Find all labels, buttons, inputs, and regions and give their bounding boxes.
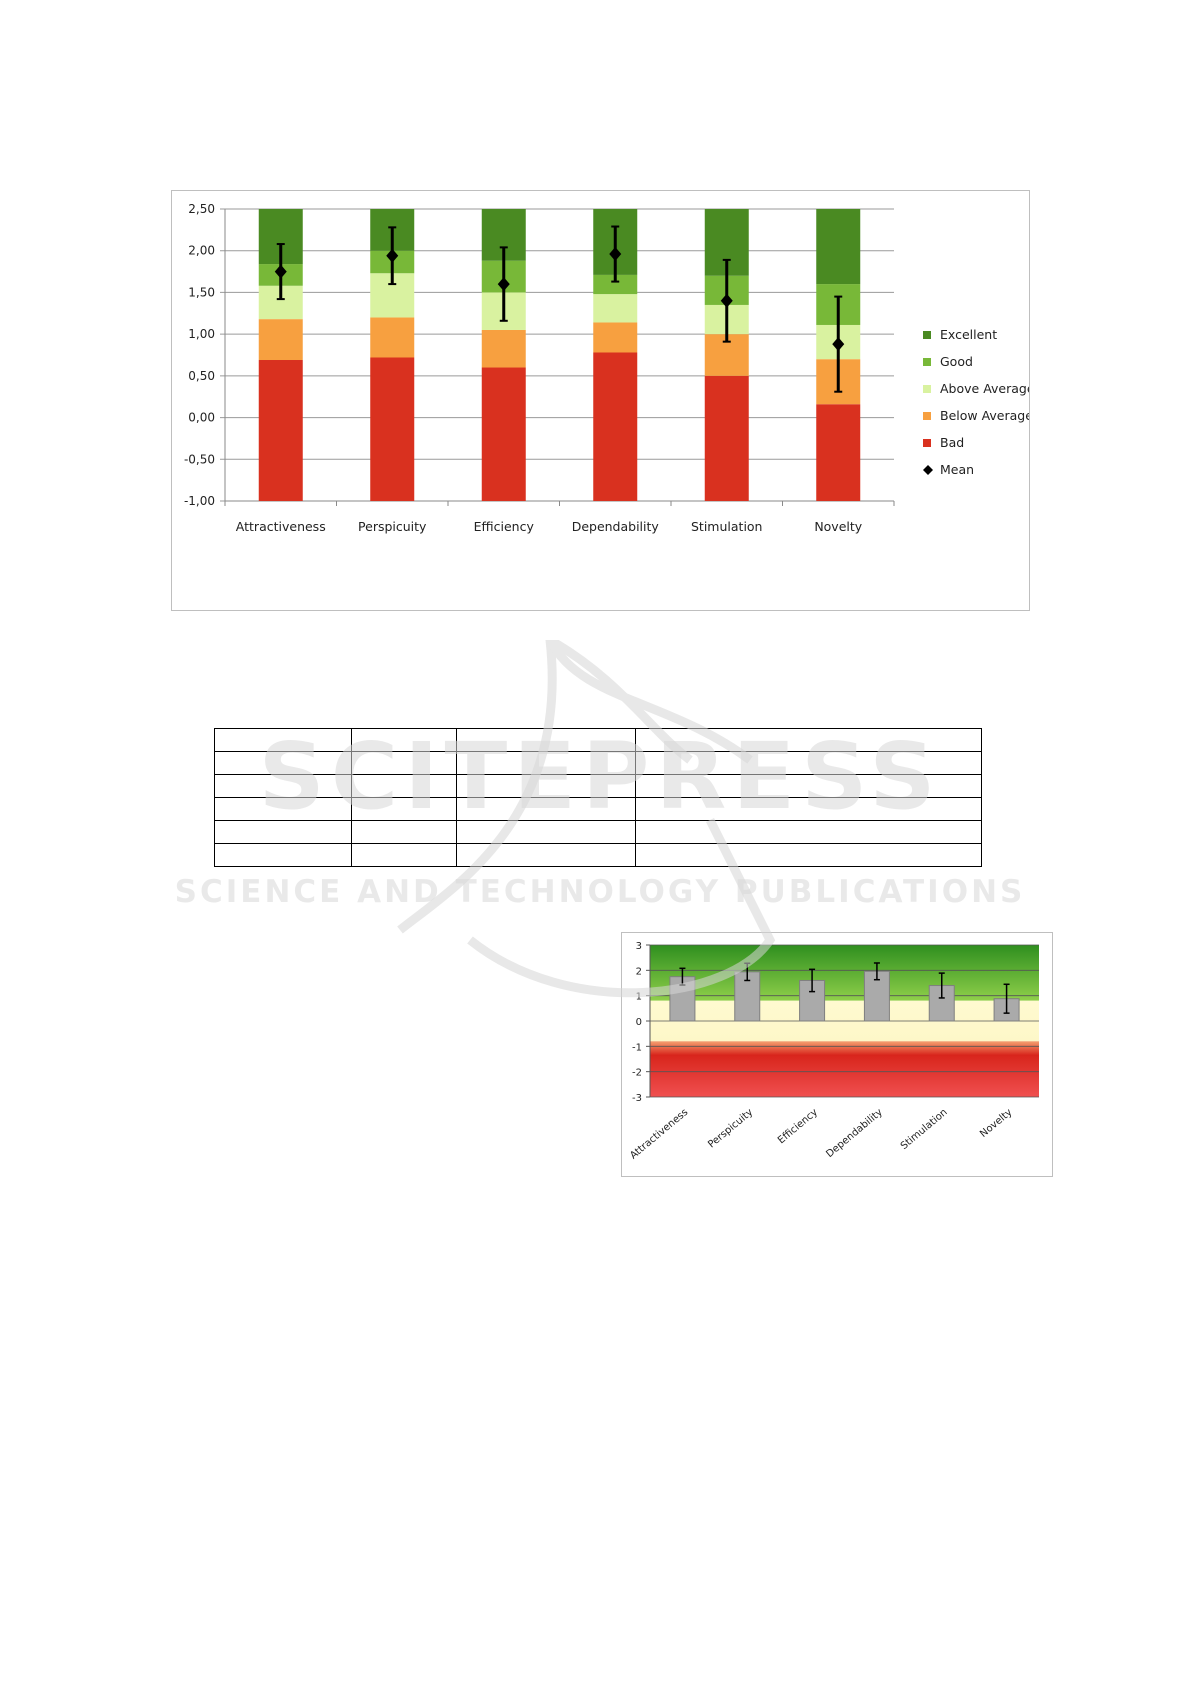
y-tick-label: 0,00	[188, 410, 215, 425]
y-tick-label: 1	[635, 991, 642, 1003]
x-tick-label: Efficiency	[473, 519, 534, 534]
bar-excellent	[816, 209, 860, 284]
legend-label: Good	[940, 354, 973, 369]
y-tick-label: 2,50	[188, 202, 215, 216]
legend-swatch-mean	[923, 465, 933, 475]
y-tick-label: -1	[632, 1042, 642, 1054]
x-tick-label: Stimulation	[691, 519, 763, 534]
y-tick-label: 3	[635, 941, 642, 952]
y-tick-label: 1,50	[188, 285, 215, 300]
bar-bad	[705, 376, 749, 501]
table-row	[215, 775, 982, 798]
table-row	[215, 752, 982, 775]
y-tick-label: -2	[632, 1067, 642, 1079]
bar-bad	[482, 368, 526, 501]
x-tick-label: Perspicuity	[358, 519, 427, 534]
table-row	[215, 798, 982, 821]
x-tick-label: Novelty	[978, 1106, 1015, 1140]
ueq-benchmark-chart	[171, 190, 1030, 611]
x-tick-label: Dependability	[571, 519, 659, 534]
y-tick-label: -1,00	[183, 494, 215, 508]
results-table	[214, 728, 982, 867]
bar-below-average	[593, 322, 637, 352]
watermark-subtitle: SCIENCE AND TECHNOLOGY PUBLICATIONS	[174, 874, 1026, 910]
y-tick-label: 0	[635, 1017, 642, 1028]
y-tick-label: -3	[632, 1093, 642, 1104]
table-row	[215, 821, 982, 844]
legend-label: Excellent	[940, 327, 998, 342]
x-tick-label: Perspicuity	[706, 1106, 756, 1151]
watermark-title: SCITEPRESS	[258, 723, 942, 830]
legend-swatch	[923, 358, 931, 366]
bar-below-average	[259, 319, 303, 360]
benchmark-chart-svg	[172, 191, 1029, 610]
legend-swatch	[923, 412, 931, 420]
y-tick-label: -0,50	[183, 452, 215, 467]
scale-means-chart	[621, 932, 1053, 1177]
bar-bad	[593, 352, 637, 501]
scale-means-chart-svg	[622, 933, 1052, 1176]
x-tick-label: Attractiveness	[628, 1106, 691, 1162]
band-green	[650, 945, 1039, 1001]
legend-label: Mean	[940, 462, 975, 477]
legend-label: Below Average	[940, 408, 1029, 423]
table-row	[215, 844, 982, 867]
bar-below-average	[482, 330, 526, 368]
legend-swatch	[923, 331, 931, 339]
table-row	[215, 729, 982, 752]
bar-below-average	[370, 317, 414, 357]
y-tick-label: 0,50	[188, 368, 215, 383]
legend-swatch	[923, 385, 931, 393]
x-tick-label: Attractiveness	[235, 519, 326, 534]
x-tick-label: Novelty	[814, 519, 863, 534]
bar-bad	[816, 404, 860, 501]
y-tick-label: 2	[635, 966, 642, 978]
x-tick-label: Dependability	[824, 1106, 885, 1161]
x-tick-label: Stimulation	[898, 1106, 950, 1153]
bar-bad	[370, 358, 414, 501]
legend-label: Bad	[940, 435, 965, 450]
y-tick-label: 2,00	[188, 243, 215, 258]
bar-bad	[259, 360, 303, 501]
legend-swatch	[923, 439, 931, 447]
band-red	[650, 1041, 1039, 1097]
x-tick-label: Efficiency	[776, 1106, 821, 1147]
y-tick-label: 1,00	[188, 327, 215, 342]
bar-above-average	[593, 294, 637, 322]
legend-label: Above Average	[940, 381, 1029, 396]
